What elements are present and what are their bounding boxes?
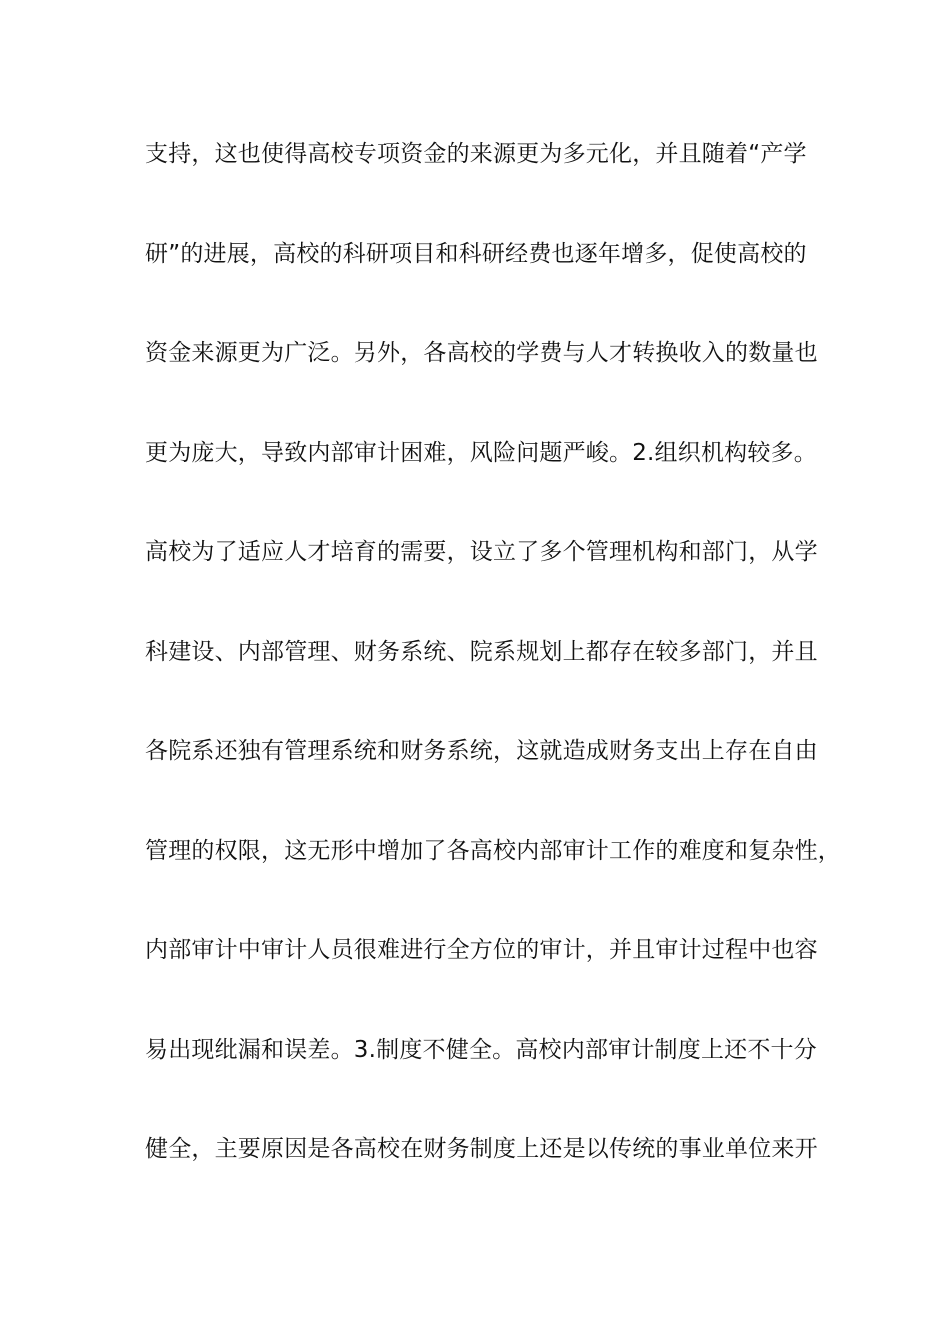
text-line-11: 健全，主要原因是各高校在财务制度上还是以传统的事业单位来开 xyxy=(145,1136,818,1162)
text-line-7: 各院系还独有管理系统和财务系统，这就造成财务支出上存在自由 xyxy=(145,738,818,764)
text-line-5: 高校为了适应人才培育的需要，设立了多个管理机构和部门，从学 xyxy=(145,539,818,565)
text-line-2: 研”的进展，高校的科研项目和科研经费也逐年增多，促使高校的 xyxy=(145,240,807,267)
text-line-3: 资金来源更为广泛。另外，各高校的学费与人才转换收入的数量也 xyxy=(145,340,818,366)
text-line-9: 内部审计中审计人员很难进行全方位的审计，并且审计过程中也容 xyxy=(145,937,818,963)
text-line-8: 管理的权限，这无形中增加了各高校内部审计工作的难度和复杂性， xyxy=(145,837,841,864)
text-line-6: 科建设、内部管理、财务系统、院系规划上都存在较多部门，并且 xyxy=(145,638,818,665)
text-line-4: 更为庞大，导致内部审计困难，风险问题严峻。2.组织机构较多。 xyxy=(145,439,817,466)
body-text xyxy=(145,134,841,1229)
text-line-1: 支持，这也使得高校专项资金的来源更为多元化，并且随着“产学 xyxy=(145,141,807,167)
text-line-10: 易出现纰漏和误差。3.制度不健全。高校内部审计制度上还不十分 xyxy=(145,1036,817,1063)
